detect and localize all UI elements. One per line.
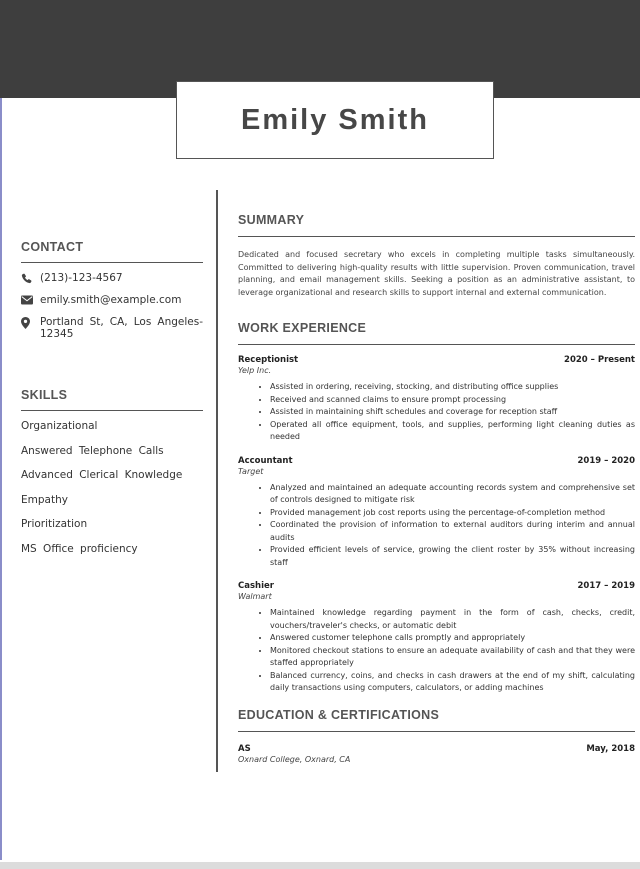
job-bullet: • Maintained knowledge regarding payment in the form of cash, checks, credit, vouchers/traveler's checks, or automatic debit <box>270 607 635 632</box>
job-bullet: • Answered customer telephone calls promptly and appropriately <box>270 632 635 645</box>
job-bullet: • Coordinated the provision of information to external auditors during interim and annual audits <box>270 519 635 544</box>
contact-address <box>21 316 203 340</box>
job-role: Receptionist <box>238 355 299 365</box>
contact-rule <box>21 262 203 263</box>
job-bullet: • Monitored checkout stations to ensure an adequate availability of cash and that they were staffed appropriately <box>270 645 635 670</box>
page-bottom-strip <box>0 862 640 869</box>
name-box <box>176 81 494 159</box>
contact-title: CONTACT <box>21 240 84 254</box>
column-divider <box>216 190 218 772</box>
contact-phone-text: (213)-123-4567 <box>40 272 123 284</box>
envelope-icon <box>21 294 40 305</box>
job-bullet: • Balanced currency, coins, and checks in cash drawers at the end of my shift, calculating daily transactions using computers, calculators, or adding machines <box>270 670 635 695</box>
job-company: Target <box>238 466 264 476</box>
contact-address-text: Portland St, CA, Los Angeles-12345 <box>40 316 203 340</box>
job-entry <box>238 581 635 695</box>
education-title: EDUCATION & CERTIFICATIONS <box>238 708 440 722</box>
job-bullet: • Assisted in ordering, receiving, stocking, and distributing office supplies <box>270 381 635 394</box>
summary-section <box>238 213 635 299</box>
job-role: Accountant <box>238 455 293 466</box>
skills-rule <box>21 410 203 411</box>
education-rule <box>238 731 635 732</box>
skill-item: Advanced Clerical Knowledge <box>21 469 183 481</box>
summary-title: SUMMARY <box>238 213 305 227</box>
skill-item: Organizational <box>21 420 98 432</box>
skill-item: Prioritization <box>21 518 88 530</box>
job-dates: 2019 – 2020 <box>577 455 635 466</box>
summary-rule <box>238 236 635 237</box>
job-bullet: • Provided management job cost reports using the percentage-of-completion method <box>270 507 635 520</box>
map-pin-icon <box>21 316 40 329</box>
job-dates: 2020 – Present <box>564 355 635 365</box>
experience-rule <box>238 344 635 345</box>
job-dates: 2017 – 2019 <box>577 581 635 591</box>
experience-title: WORK EXPERIENCE <box>238 321 367 335</box>
job-role: Cashier <box>238 581 274 591</box>
contact-email <box>21 294 203 306</box>
job-bullet: • Analyzed and maintained an adequate accounting records system and comprehensive set of controls designed to mitigate risk <box>270 482 635 507</box>
skill-item: MS Office proficiency <box>21 542 138 555</box>
skills-title: SKILLS <box>21 388 68 402</box>
resume-name: Emily Smith <box>241 103 429 136</box>
contact-section <box>21 240 203 350</box>
skills-section <box>21 388 203 566</box>
education-school: Oxnard College, Oxnard, CA <box>238 755 351 764</box>
job-bullet: • Operated all office equipment, tools, and supplies, performing light cleaning duties as needed <box>270 419 635 444</box>
job-company: Walmart <box>238 592 272 601</box>
phone-icon <box>21 272 40 284</box>
job-entry <box>238 355 635 444</box>
job-entry <box>238 456 635 570</box>
job-bullet: • Provided efficient levels of service, growing the client roster by 35% without increasing staff <box>270 544 635 569</box>
education-date: May, 2018 <box>586 744 635 754</box>
job-bullet: • Assisted in maintaining shift schedules and coverage for reception staff <box>270 406 635 419</box>
education-entry <box>238 744 635 764</box>
job-bullet: • Received and scanned claims to ensure prompt processing <box>270 394 635 407</box>
summary-text: Dedicated and focused secretary who excels in completing multiple tasks simultaneously. Committed to delivering high-quality results with little supervision. Proven communication, travel planning, and email management skills. Seeking a position as an administrative assistant, to leverage organizational and research skills to support internal and external communication. <box>238 250 635 297</box>
contact-email-text: emily.smith@example.com <box>40 294 182 306</box>
skill-item: Empathy <box>21 493 68 506</box>
job-company: Yelp Inc. <box>238 366 272 375</box>
education-section <box>238 708 635 764</box>
skill-item: Answered Telephone Calls <box>21 444 164 457</box>
contact-phone <box>21 272 203 284</box>
experience-section <box>238 321 635 695</box>
page-left-edge <box>0 98 2 860</box>
education-degree: AS <box>238 744 251 754</box>
